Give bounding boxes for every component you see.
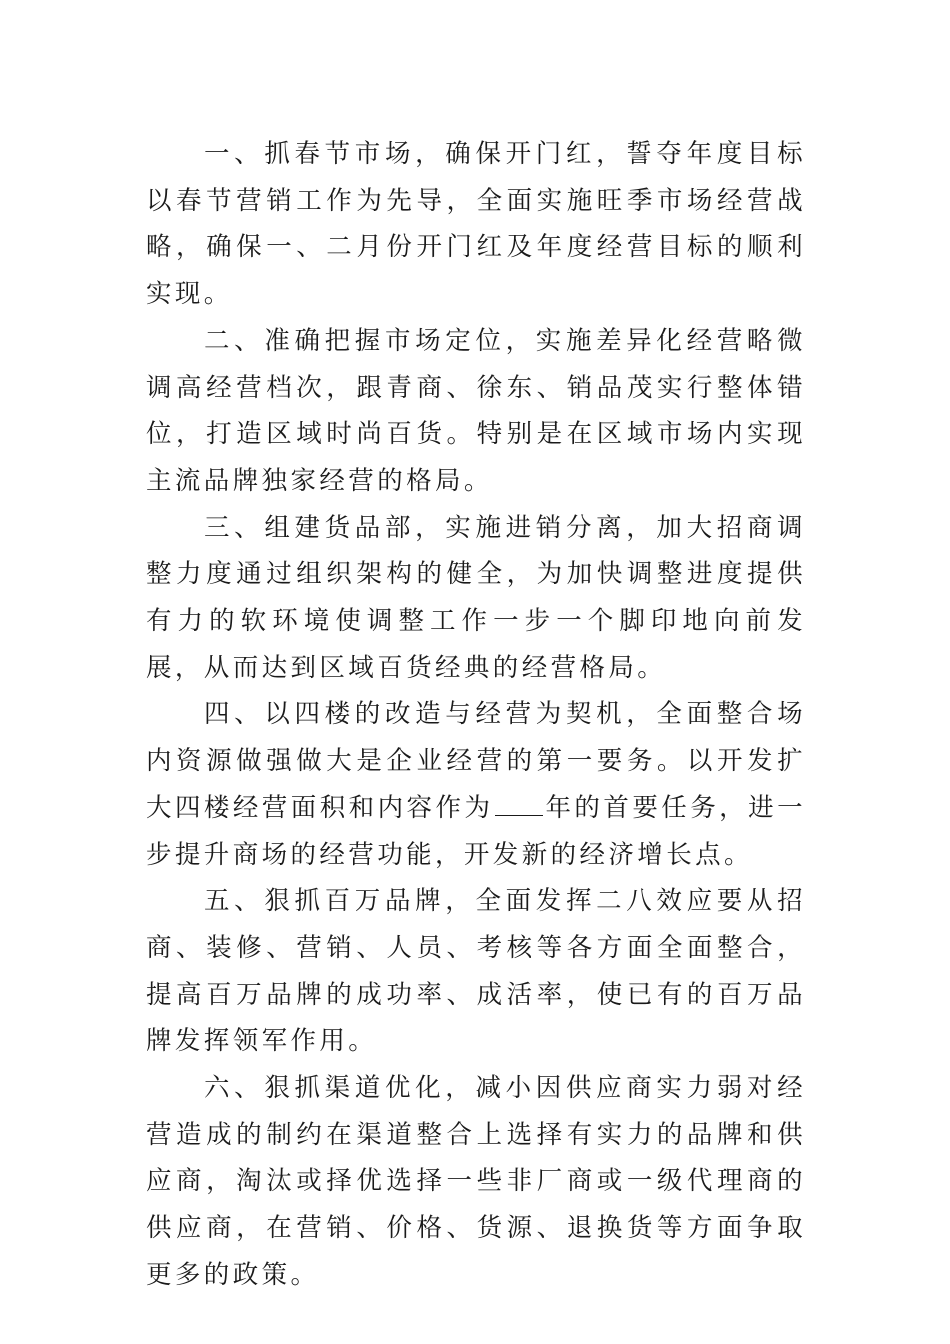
paragraph-5-text: 五、狠抓百万品牌，全面发挥二八效应要从招商、装修、营销、人员、考核等各方面全面整合，提高百万品牌的成功率、成活率，使已有的百万品牌发挥领军作用。 [146, 886, 806, 1057]
paragraph-3-text: 三、组建货品部，实施进销分离，加大招商调整力度通过组织架构的健全，为加快调整进度提供有力的软环境使调整工作一步一个脚印地向前发展，从而达到区域百货经典的经营格局。 [146, 512, 806, 683]
paragraph-6 [146, 1065, 806, 1299]
paragraph-4 [146, 691, 806, 878]
paragraph-4-text-after-blank: 年的首要任务，进一步提升商场的经营功能，开发新的经济增长点。 [146, 792, 806, 870]
paragraph-1 [146, 131, 806, 318]
fill-in-blank [495, 791, 543, 816]
paragraph-1-text: 一、抓春节市场，确保开门红，誓夺年度目标以春节营销工作为先导，全面实施旺季市场经营战略，确保一、二月份开门红及年度经营目标的顺利实现。 [146, 139, 806, 310]
paragraph-4-text-before-blank: 四、以四楼的改造与经营为契机，全面整合场内资源做强做大是企业经营的第一要务。以开发扩大四楼经营面积和内容作为 [146, 699, 806, 823]
paragraph-3 [146, 505, 806, 692]
document-body [146, 131, 806, 1299]
paragraph-5 [146, 878, 806, 1065]
paragraph-2-text: 二、准确把握市场定位，实施差异化经营略微调高经营档次，跟青商、徐东、销品茂实行整体错位，打造区域时尚百货。特别是在区域市场内实现主流品牌独家经营的格局。 [146, 325, 806, 496]
paragraph-2 [146, 318, 806, 505]
paragraph-6-text: 六、狠抓渠道优化，减小因供应商实力弱对经营造成的制约在渠道整合上选择有实力的品牌和供应商，淘汰或择优选择一些非厂商或一级代理商的供应商，在营销、价格、货源、退换货等方面争取更多的政策。 [146, 1073, 806, 1290]
